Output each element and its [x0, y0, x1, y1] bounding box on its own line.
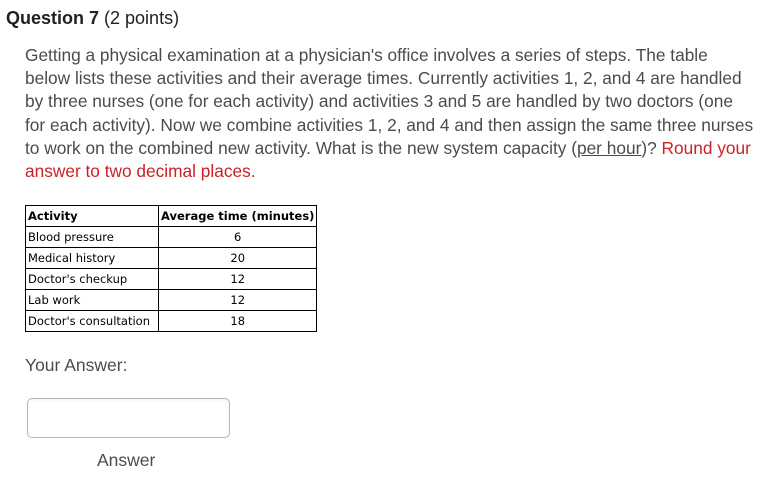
activity-cell: Doctor's consultation [26, 311, 159, 332]
column-header-average-time: Average time (minutes) [159, 206, 317, 227]
table-header-row [26, 206, 317, 227]
table-row [26, 269, 317, 290]
question-text-part2: )? [641, 137, 662, 158]
time-cell: 18 [159, 311, 317, 332]
activity-cell: Medical history [26, 248, 159, 269]
your-answer-prompt: Your Answer: [25, 355, 128, 375]
table-row [26, 290, 317, 311]
activity-times-table [25, 205, 317, 332]
activity-cell: Doctor's checkup [26, 269, 159, 290]
table-row [26, 227, 317, 248]
question-header [6, 7, 179, 29]
column-header-activity: Activity [26, 206, 159, 227]
question-points: (2 points) [104, 8, 180, 28]
question-text-part1: Getting a physical examination at a physician's office involves a series of steps. The table below lists these activities and their average times. Currently activities 1, 2, and 4 are handled by three nurses (one for each activity) and activities 3 and 5 are handled by two doctors (one for each activity). Now we combine activities 1, 2, and 4 and then assign the same three nurses to work on the combined new activity. What is the new system capacity ( [25, 45, 754, 158]
question-text [25, 44, 755, 183]
answer-field-label: Answer [97, 450, 156, 470]
activity-cell: Lab work [26, 290, 159, 311]
activity-cell: Blood pressure [26, 227, 159, 248]
time-cell: 12 [159, 269, 317, 290]
question-instruction: Round your answer to two decimal places. [25, 137, 751, 182]
time-cell: 20 [159, 248, 317, 269]
table-row [26, 248, 317, 269]
question-title: Question 7 [6, 8, 100, 28]
time-cell: 12 [159, 290, 317, 311]
time-cell: 6 [159, 227, 317, 248]
question-text-underlined: per hour [576, 137, 642, 158]
table-row [26, 311, 317, 332]
answer-input[interactable] [27, 398, 230, 438]
